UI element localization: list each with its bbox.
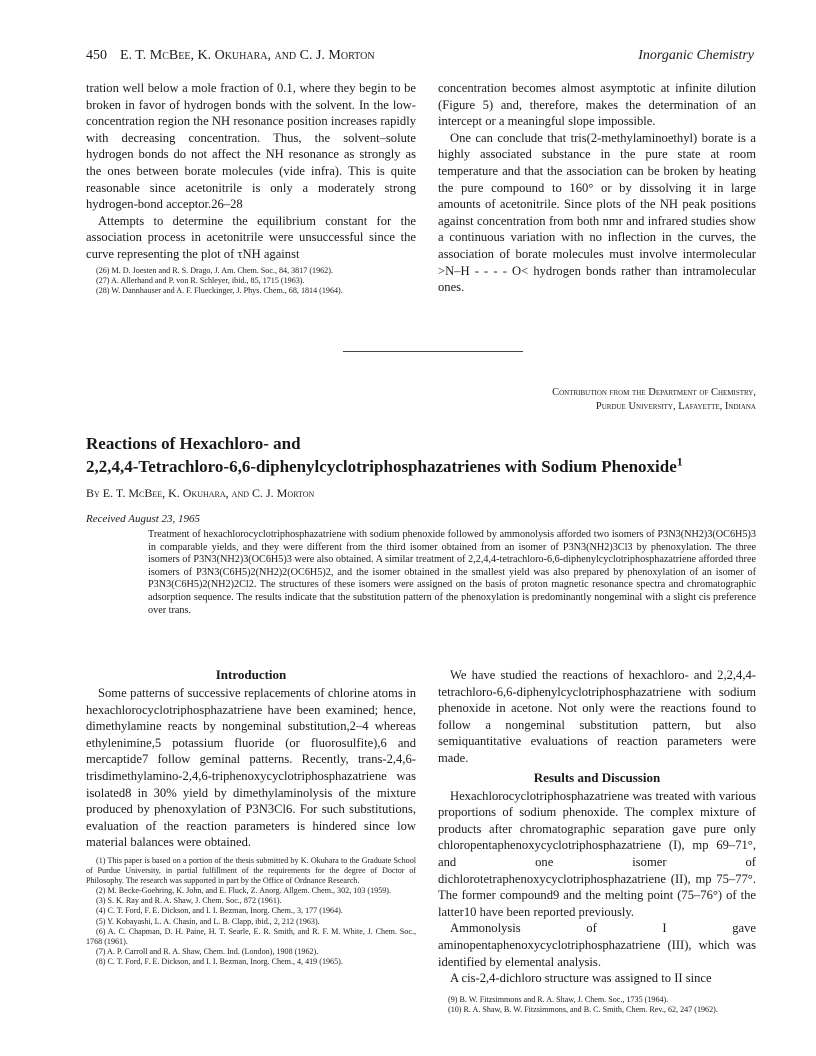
article-title [86, 432, 766, 478]
title-line-1: Reactions of Hexachloro- and [86, 434, 301, 453]
byline: By E. T. McBee, K. Okuhara, and C. J. Morton [86, 486, 315, 500]
footnote: (10) R. A. Shaw, B. W. Fitzsimmons, and B. C. Smith, Chem. Rev., 62, 247 (1962). [448, 1004, 718, 1014]
footnote: (2) M. Becke-Goehring, K. John, and E. Fluck, Z. Anorg. Allgem. Chem., 302, 103 (1959). [96, 886, 392, 896]
results-paragraph-3: A cis-2,4-dichloro structure was assigned to II since [450, 971, 712, 986]
introduction-heading: Introduction [215, 667, 287, 682]
right-paragraph-1: We have studied the reactions of hexachloro- and 2,2,4,4-tetrachloro-6,6-diphenylcyclotriphosphazatriene with sodium phenoxide in acetone. Not only were the reactions found to follow a nongeminal substitution pattern, but also semiquantitative evaluations of reaction parameters were made. [438, 668, 756, 765]
footnote: (8) C. T. Ford, F. E. Dickson, and I. I. Bezman, Inorg. Chem., 4, 419 (1965). [96, 956, 343, 966]
article-left-column [86, 667, 416, 967]
footnote: (4) C. T. Ford, F. E. Dickson, and I. I. Bezman, Inorg. Chem., 3, 177 (1964). [96, 906, 343, 916]
prev-article-right-column [438, 80, 756, 296]
prev-col2-paragraph-1: concentration becomes almost asymptotic at infinite dilution (Figure 5) and, therefore, makes the determination of an intercept or a meaningful slope impossible. [438, 81, 756, 129]
results-heading: Results and Discussion [533, 769, 661, 785]
footnote: (1) This paper is based on a portion of the thesis submitted by K. Okuhara to the Graduate School of Purdue University, in partial fulfillment of the requirements for the degree of Doctor of Philosophy. The research was supported in part by the Office of Ordnance Research. [86, 855, 416, 886]
abstract: Treatment of hexachlorocyclotriphosphazatriene with sodium phenoxide followed by ammonolysis afforded two isomers of P3N3(NH2)3(OC6H5)3 in comparable yields, and they were different from the third isomer obtained from an isomer of P3N3(NH2)3Cl3 by phenoxylation. The three isomers of P3N3(NH2)3(OC6H5)3 were also obtained. A similar treatment of 2,2,4,4-tetrachloro-6,6-diphenylcyclotriphosphazatriene afforded three isomers of P3N3(C6H5)2(NH2)2(OC6H5)2, and the isomer obtained in the smallest yield was also prepared by phenoxylation of an isomer of P3N3(C6H5)2(NH2)2Cl2. The structures of these isomers were assigned on the basis of proton magnetic resonance spectra and chromatographic adsorption sequence. The results indicate that the substitution pattern of the phenoxylation is predominantly nongeminal with a slight cis preference over trans. [148, 529, 756, 616]
article-right-column [438, 667, 756, 1015]
results-paragraph-2: Ammonolysis of I gave aminopentaphenoxycyclotriphosphazatriene (III), which was identified by elemental analysis. [438, 921, 756, 969]
footnote: (7) A. P. Carroll and R. A. Shaw, Chem. Ind. (London), 1908 (1962). [96, 946, 319, 956]
footnote: (5) Y. Kobayashi, L. A. Chasin, and L. B. Clapp, ibid., 2, 212 (1963). [96, 916, 320, 926]
title-footnote-marker: 1 [676, 454, 683, 469]
contribution-affiliation [552, 386, 756, 414]
footnote: (26) M. D. Joesten and R. S. Drago, J. Am. Chem. Soc., 84, 3817 (1962). [96, 265, 333, 275]
page-number: 450 [86, 48, 107, 63]
footnote: (28) W. Dannhauser and A. F. Flueckinger, J. Phys. Chem., 68, 1814 (1964). [96, 285, 343, 295]
footnote: (9) B. W. Fitzsimmons and R. A. Shaw, J. Chem. Soc., 1735 (1964). [448, 994, 669, 1004]
prev-col2-paragraph-2: One can conclude that tris(2-methylaminoethyl) borate is a highly associated substance in the pure state at room temperature and that the association can be broken by heating the pure compound to 160° or by dissolving it in large amounts of acetonitrile. Since plots of the NH peak positions against concentration from both nmr and infrared studies show a continuous variation with no inflection in the curves, the association of borate molecules must involve intermolecular >N–H - - - - O< hydrogen bonds rather than intramolecular ones. [438, 130, 756, 295]
footnote: (27) A. Allerhand and P. von R. Schleyer, ibid., 85, 1715 (1963). [96, 275, 305, 285]
received-date: Received August 23, 1965 [86, 513, 201, 525]
results-paragraph-1: Hexachlorocyclotriphosphazatriene was treated with various proportions of sodium phenoxide. The complex mixture of products after chromatographic separation gave pure only chloropentaphenoxycyclotriphosphazatriene (I), mp 69–71°, and one isomer of dichlorotetraphenoxycyclotriphosphazatriene (II), mp 75–77°. The former compound9 and the melting point (75–76°) of the latter10 have been reported previously. [438, 788, 756, 919]
intro-paragraph: Some patterns of successive replacements of chlorine atoms in hexachlorocyclotriphosphazatriene have been examined; hence, dimethylamine reacts by nongeminal substitution,2–4 whereas ethylenimine,5 potassium fluoride (or fluorosulfite),6 and mercaptide7 follow geminal patterns. Recently, trans-2,4,6-trisdimethylamino-2,4,6-triphenoxycyclotriphosphazatriene was isolated8 in 30% yield by dimethylaminolysis of the mixture produced by phenoxylation of P3N3Cl6. For such substitutions, evaluation of the reaction parameters is hindered since low material balances were obtained. [86, 686, 416, 850]
prev-article-left-column [86, 80, 416, 296]
left-footnotes [86, 856, 416, 967]
right-footnotes [438, 995, 756, 1015]
footnote: (6) A. C. Chapman, D. H. Paine, H. T. Searle, E. R. Smith, and R. F. M. White, J. Chem. Soc., 1768 (1961). [86, 926, 416, 946]
affiliation-line: Purdue University, Lafayette, Indiana [595, 401, 756, 412]
affiliation-line: Contribution from the Department of Chemistry, [552, 387, 756, 398]
prev-footnotes [86, 266, 416, 296]
footnote: (3) S. K. Ray and R. A. Shaw, J. Chem. Soc., 872 (1961). [96, 896, 282, 906]
journal-name: Inorganic Chemistry [638, 48, 754, 63]
prev-col1-paragraph-2: Attempts to determine the equilibrium constant for the association process in acetonitrile were unsuccessful since the curve representing the plot of τNH against [86, 213, 416, 261]
running-authors: E. T. McBee, K. Okuhara, and C. J. Morton [120, 48, 375, 63]
prev-col1-paragraph-1: tration well below a mole fraction of 0.1, where they begin to be broken in favor of hydrogen bonds with the solvent. In the low-concentration region the NH resonance position increases rapidly with decreasing concentration. Thus, the solvent–solute hydrogen bonds do not affect the NH resonance as strongly as the ones between borate molecules (vide infra). This is quite reasonable since acetonitrile is only a moderately strong hydrogen-bond acceptor.26–28 [86, 81, 416, 212]
title-line-2: 2,2,4,4-Tetrachloro-6,6-diphenylcyclotriphosphazatrienes with Sodium Phenoxide$^1$ [86, 454, 683, 476]
section-divider [343, 351, 523, 352]
